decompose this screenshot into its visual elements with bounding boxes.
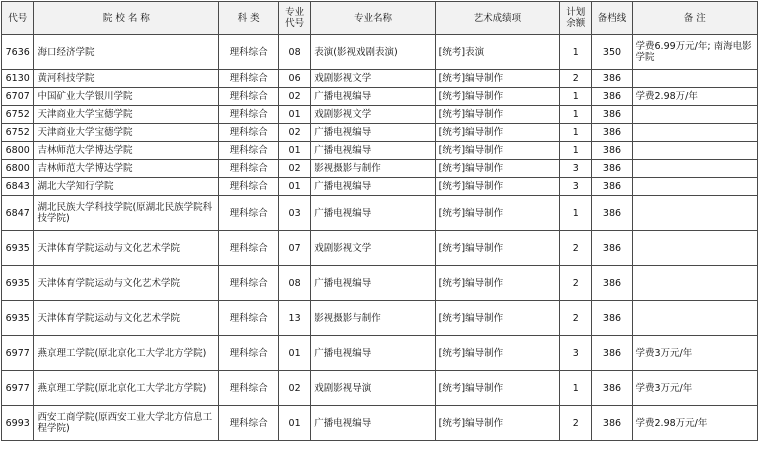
cell-art: [统考]编导制作 <box>435 196 559 231</box>
cell-type: 理科综合 <box>219 196 278 231</box>
cell-major-code: 07 <box>278 231 310 266</box>
cell-code: 6752 <box>2 106 34 124</box>
cell-code: 6935 <box>2 266 34 301</box>
cell-major-code: 03 <box>278 196 310 231</box>
header-note: 备 注 <box>632 2 758 35</box>
cell-major: 表演(影视戏剧表演) <box>311 35 435 70</box>
cell-major: 影视摄影与制作 <box>311 160 435 178</box>
table-row <box>2 70 758 88</box>
cell-school: 天津商业大学宝德学院 <box>34 124 219 142</box>
cell-school: 吉林师范大学博达学院 <box>34 160 219 178</box>
table-row <box>2 160 758 178</box>
cell-major-code: 13 <box>278 301 310 336</box>
cell-code: 6707 <box>2 88 34 106</box>
cell-plan: 2 <box>560 301 592 336</box>
table-row <box>2 124 758 142</box>
cell-plan: 2 <box>560 406 592 441</box>
cell-plan: 3 <box>560 160 592 178</box>
cell-art: [统考]编导制作 <box>435 371 559 406</box>
cell-plan: 2 <box>560 70 592 88</box>
cell-note <box>632 160 758 178</box>
cell-art: [统考]编导制作 <box>435 88 559 106</box>
cell-major-code: 02 <box>278 88 310 106</box>
cell-type: 理科综合 <box>219 70 278 88</box>
cell-score: 386 <box>592 301 632 336</box>
cell-note <box>632 142 758 160</box>
cell-art: [统考]编导制作 <box>435 406 559 441</box>
header-plan: 计划余额 <box>560 2 592 35</box>
cell-plan: 1 <box>560 124 592 142</box>
table-header-row <box>2 2 758 35</box>
cell-type: 理科综合 <box>219 178 278 196</box>
cell-code: 6843 <box>2 178 34 196</box>
cell-code: 6993 <box>2 406 34 441</box>
cell-score: 386 <box>592 406 632 441</box>
cell-code: 6935 <box>2 231 34 266</box>
cell-major: 广播电视编导 <box>311 124 435 142</box>
cell-major-code: 02 <box>278 124 310 142</box>
cell-score: 350 <box>592 35 632 70</box>
cell-school: 燕京理工学院(原北京化工大学北方学院) <box>34 371 219 406</box>
cell-major-code: 01 <box>278 142 310 160</box>
cell-type: 理科综合 <box>219 371 278 406</box>
admission-table <box>1 1 758 441</box>
cell-note <box>632 124 758 142</box>
cell-plan: 1 <box>560 371 592 406</box>
cell-school: 天津体育学院运动与文化艺术学院 <box>34 231 219 266</box>
cell-note <box>632 301 758 336</box>
cell-art: [统考]编导制作 <box>435 70 559 88</box>
cell-major: 影视摄影与制作 <box>311 301 435 336</box>
cell-plan: 1 <box>560 196 592 231</box>
cell-score: 386 <box>592 106 632 124</box>
cell-code: 6977 <box>2 371 34 406</box>
cell-major: 广播电视编导 <box>311 196 435 231</box>
cell-plan: 1 <box>560 88 592 106</box>
cell-score: 386 <box>592 266 632 301</box>
cell-major-code: 01 <box>278 406 310 441</box>
cell-code: 6935 <box>2 301 34 336</box>
header-art: 艺术成绩项 <box>435 2 559 35</box>
cell-code: 6130 <box>2 70 34 88</box>
cell-code: 6800 <box>2 142 34 160</box>
table-row <box>2 371 758 406</box>
header-major: 专业名称 <box>311 2 435 35</box>
cell-type: 理科综合 <box>219 406 278 441</box>
cell-note: 学费3万元/年 <box>632 336 758 371</box>
cell-art: [统考]编导制作 <box>435 106 559 124</box>
cell-art: [统考]编导制作 <box>435 160 559 178</box>
cell-major: 戏剧影视导演 <box>311 371 435 406</box>
cell-major-code: 06 <box>278 70 310 88</box>
table-row <box>2 196 758 231</box>
table-row <box>2 142 758 160</box>
cell-major-code: 08 <box>278 266 310 301</box>
table-row <box>2 301 758 336</box>
cell-type: 理科综合 <box>219 106 278 124</box>
cell-school: 天津体育学院运动与文化艺术学院 <box>34 266 219 301</box>
cell-major-code: 01 <box>278 336 310 371</box>
header-score: 备档线 <box>592 2 632 35</box>
cell-note <box>632 196 758 231</box>
cell-note <box>632 266 758 301</box>
cell-major: 广播电视编导 <box>311 88 435 106</box>
cell-school: 湖北大学知行学院 <box>34 178 219 196</box>
cell-type: 理科综合 <box>219 124 278 142</box>
cell-major: 广播电视编导 <box>311 406 435 441</box>
cell-school: 西安工商学院(原西安工业大学北方信息工程学院) <box>34 406 219 441</box>
cell-score: 386 <box>592 371 632 406</box>
cell-type: 理科综合 <box>219 231 278 266</box>
cell-note: 学费3万元/年 <box>632 371 758 406</box>
cell-plan: 2 <box>560 231 592 266</box>
cell-major-code: 08 <box>278 35 310 70</box>
cell-art: [统考]编导制作 <box>435 266 559 301</box>
cell-plan: 3 <box>560 178 592 196</box>
cell-type: 理科综合 <box>219 35 278 70</box>
cell-code: 6800 <box>2 160 34 178</box>
cell-major: 广播电视编导 <box>311 266 435 301</box>
cell-art: [统考]编导制作 <box>435 142 559 160</box>
cell-school: 湖北民族大学科技学院(原湖北民族学院科技学院) <box>34 196 219 231</box>
header-major-code: 专业代号 <box>278 2 310 35</box>
cell-major: 广播电视编导 <box>311 336 435 371</box>
cell-type: 理科综合 <box>219 301 278 336</box>
cell-note: 学费6.99万元/年; 南海电影学院 <box>632 35 758 70</box>
cell-plan: 1 <box>560 142 592 160</box>
table-row <box>2 336 758 371</box>
cell-school: 海口经济学院 <box>34 35 219 70</box>
cell-major-code: 02 <box>278 160 310 178</box>
cell-major: 戏剧影视文学 <box>311 106 435 124</box>
cell-major: 广播电视编导 <box>311 178 435 196</box>
cell-plan: 3 <box>560 336 592 371</box>
cell-code: 7636 <box>2 35 34 70</box>
cell-school: 黄河科技学院 <box>34 70 219 88</box>
cell-score: 386 <box>592 160 632 178</box>
cell-art: [统考]编导制作 <box>435 336 559 371</box>
cell-score: 386 <box>592 196 632 231</box>
cell-plan: 2 <box>560 266 592 301</box>
cell-major-code: 01 <box>278 178 310 196</box>
cell-type: 理科综合 <box>219 160 278 178</box>
table-row <box>2 178 758 196</box>
header-school: 院 校 名 称 <box>34 2 219 35</box>
cell-score: 386 <box>592 336 632 371</box>
cell-art: [统考]编导制作 <box>435 301 559 336</box>
cell-score: 386 <box>592 124 632 142</box>
cell-major: 广播电视编导 <box>311 142 435 160</box>
cell-type: 理科综合 <box>219 336 278 371</box>
cell-type: 理科综合 <box>219 88 278 106</box>
cell-art: [统考]编导制作 <box>435 231 559 266</box>
cell-major-code: 01 <box>278 106 310 124</box>
cell-school: 中国矿业大学银川学院 <box>34 88 219 106</box>
cell-note <box>632 231 758 266</box>
cell-score: 386 <box>592 70 632 88</box>
table-row <box>2 266 758 301</box>
cell-type: 理科综合 <box>219 142 278 160</box>
cell-school: 吉林师范大学博达学院 <box>34 142 219 160</box>
cell-code: 6752 <box>2 124 34 142</box>
cell-score: 386 <box>592 178 632 196</box>
table-row <box>2 35 758 70</box>
cell-art: [统考]编导制作 <box>435 124 559 142</box>
cell-school: 燕京理工学院(原北京化工大学北方学院) <box>34 336 219 371</box>
cell-note <box>632 178 758 196</box>
cell-major: 戏剧影视文学 <box>311 70 435 88</box>
cell-score: 386 <box>592 231 632 266</box>
cell-score: 386 <box>592 142 632 160</box>
cell-major-code: 02 <box>278 371 310 406</box>
header-code: 代号 <box>2 2 34 35</box>
cell-note <box>632 70 758 88</box>
cell-code: 6847 <box>2 196 34 231</box>
cell-art: [统考]表演 <box>435 35 559 70</box>
cell-note: 学费2.98万/年 <box>632 88 758 106</box>
cell-note <box>632 106 758 124</box>
cell-type: 理科综合 <box>219 266 278 301</box>
cell-art: [统考]编导制作 <box>435 178 559 196</box>
cell-note: 学费2.98万元/年 <box>632 406 758 441</box>
header-type: 科 类 <box>219 2 278 35</box>
table-row <box>2 231 758 266</box>
table-row <box>2 406 758 441</box>
cell-plan: 1 <box>560 106 592 124</box>
table-body <box>2 35 758 441</box>
table-row <box>2 88 758 106</box>
cell-code: 6977 <box>2 336 34 371</box>
cell-major: 戏剧影视文学 <box>311 231 435 266</box>
cell-school: 天津体育学院运动与文化艺术学院 <box>34 301 219 336</box>
table-row <box>2 106 758 124</box>
cell-school: 天津商业大学宝德学院 <box>34 106 219 124</box>
cell-plan: 1 <box>560 35 592 70</box>
cell-score: 386 <box>592 88 632 106</box>
